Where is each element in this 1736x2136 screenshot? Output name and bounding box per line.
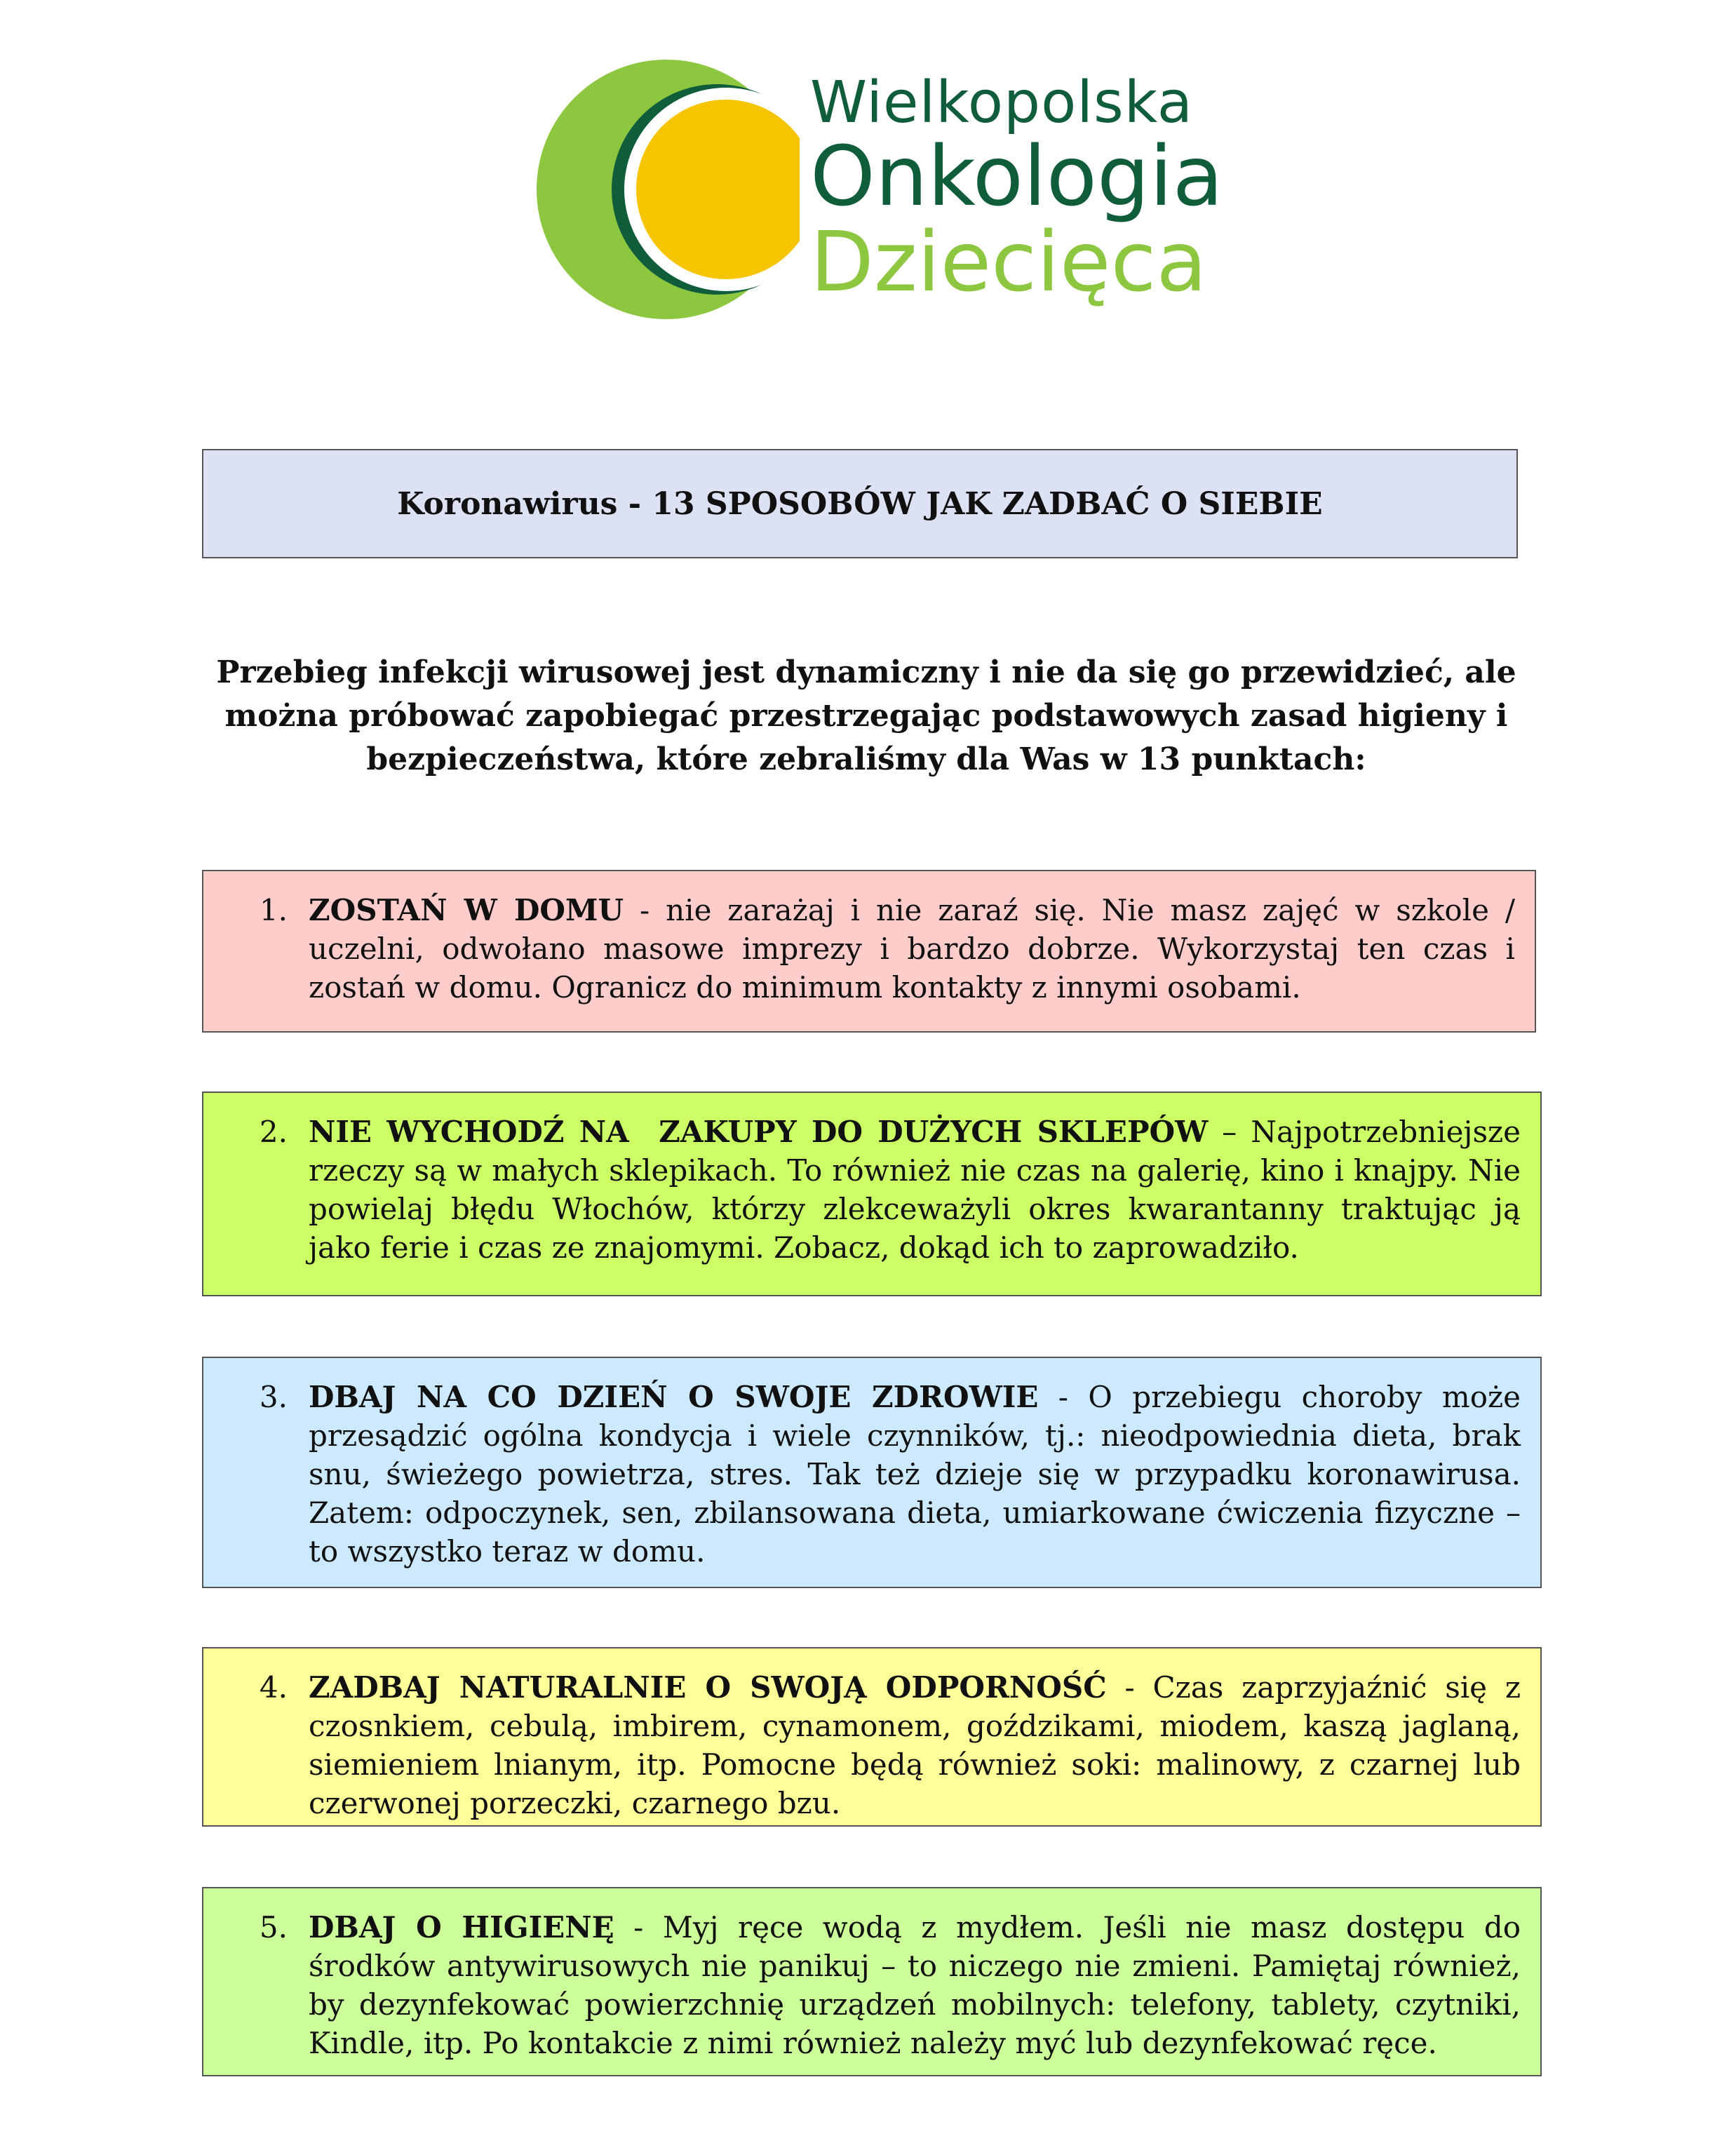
list-item — [202, 1357, 1542, 1588]
item-text — [309, 1668, 1521, 1820]
item-body: - nie zarażaj i nie zaraź się. Nie masz zajęć w szkole / uczelni, odwołano masowe imprezy i bardzo dobrze. Wykorzystaj ten czas i zostań w domu. Ogranicz do minimum kontakty z innymi osobami. — [309, 893, 1515, 1005]
item-body: - O przebiegu choroby może przesądzić ogólna kondycja i wiele czynników, tj.: nieodpowiednia dieta, brak snu, świeżego powietrza, stres. Tak też dzieje się w przypadku koronawirusa. Zatem: odpoczynek, sen, zbilansowana dieta, umiarkowane ćwiczenia fizyczne – to wszystko teraz w domu. — [309, 1380, 1521, 1569]
logo-text — [810, 69, 1223, 310]
item-number: 4. — [259, 1670, 288, 1705]
item-heading: NIE WYCHODŹ NA ZAKUPY DO DUŻYCH SKLEPÓW — [309, 1115, 1209, 1149]
logo-line-1: Wielkopolska — [810, 69, 1194, 136]
logo-crescent-icon — [533, 56, 800, 323]
item-text — [309, 891, 1515, 1012]
item-body: – Najpotrzebniejsze rzeczy są w małych sklepikach. To również nie czas na galerię, kino i knajpy. Nie powielaj błędu Włochów, którzy zlekceważyli okres kwarantanny traktując ją jako ferie i czas ze znajomymi. Zobacz, dokąd ich to zaprowadziło. — [309, 1115, 1521, 1265]
item-body: - Czas zaprzyjaźnić się z czosnkiem, cebulą, imbirem, cynamonem, goździkami, miodem, kaszą jaglaną, siemieniem lnianym, itp. Pomocne będą również soki: malinowy, z czarnej lub czerwonej porzeczki, czarnego bzu. — [309, 1670, 1521, 1820]
page-title: Koronawirus - 13 SPOSOBÓW JAK ZADBAĆ O SIEBIE — [397, 485, 1323, 522]
item-number: 5. — [259, 1910, 288, 1944]
item-heading: ZOSTAŃ W DOMU — [309, 893, 624, 927]
item-text — [309, 1378, 1521, 1567]
item-heading: ZADBAJ NATURALNIE O SWOJĄ ODPORNOŚĆ — [309, 1670, 1107, 1705]
item-heading: DBAJ NA CO DZIEŃ O SWOJE ZDROWIE — [309, 1380, 1039, 1414]
title-box — [202, 449, 1518, 558]
logo-line-3: Dziecięca — [810, 213, 1207, 310]
list-item — [202, 1091, 1542, 1296]
logo — [533, 56, 1223, 330]
item-heading: DBAJ O HIGIENĘ — [309, 1910, 614, 1944]
logo-line-2: Onkologia — [810, 128, 1223, 224]
list-item — [202, 1647, 1542, 1827]
list-item — [202, 1887, 1542, 2076]
intro-paragraph: Przebieg infekcji wirusowej jest dynamiczny i nie da się go przewidzieć, ale można próbować zapobiegać przestrzegając podstawowych zasad higieny i bezpieczeństwa, które zebraliśmy dla Was w 13 punktach: — [216, 654, 1516, 777]
item-number: 3. — [259, 1380, 288, 1414]
item-number: 2. — [259, 1115, 288, 1149]
item-body: - Myj ręce wodą z mydłem. Jeśli nie masz dostępu do środków antywirusowych nie panikuj – to niczego nie zmieni. Pamiętaj również, by dezynfekować powierzchnię urządzeń mobilnych: telefony, tablety, czytniki, Kindle, itp. Po kontakcie z nimi również należy myć lub dezynfekować ręce. — [309, 1910, 1521, 2060]
item-number: 1. — [259, 893, 288, 927]
item-text — [309, 1113, 1521, 1275]
list-item — [202, 870, 1536, 1033]
item-text — [309, 1908, 1521, 2060]
